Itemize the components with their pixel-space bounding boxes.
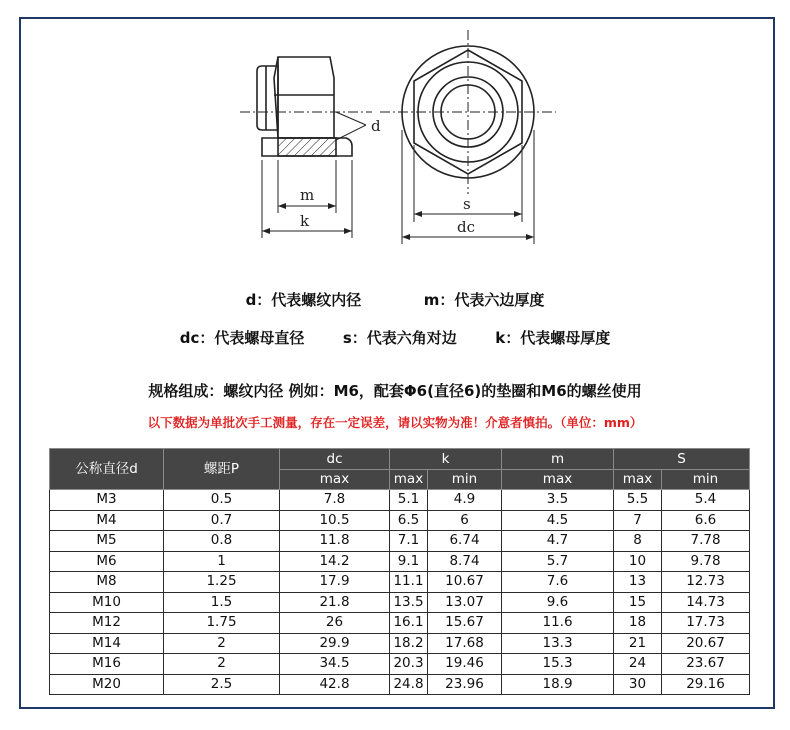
table-cell: 3.5 xyxy=(502,490,614,511)
header-pitch: 螺距P xyxy=(164,449,280,490)
legend-line-2 xyxy=(0,327,790,348)
subheader-k-max: max xyxy=(390,470,428,490)
table-cell: 11.6 xyxy=(502,613,614,634)
table-row xyxy=(50,654,750,675)
table-cell: 26 xyxy=(280,613,390,634)
table-cell: 10.5 xyxy=(280,510,390,531)
legend-k: k：代表螺母厚度 xyxy=(495,329,611,347)
header-m: m xyxy=(502,449,614,470)
table-cell: M3 xyxy=(50,490,164,511)
table-row xyxy=(50,510,750,531)
table-cell: 7.1 xyxy=(390,531,428,552)
table-cell: 6.5 xyxy=(390,510,428,531)
table-cell: 17.68 xyxy=(428,633,502,654)
table-cell: 14.2 xyxy=(280,551,390,572)
spec-table xyxy=(49,448,750,695)
table-cell: 15.67 xyxy=(428,613,502,634)
table-cell: 13.07 xyxy=(428,592,502,613)
table-cell: M6 xyxy=(50,551,164,572)
subheader-s-min: min xyxy=(662,470,750,490)
table-cell: 17.9 xyxy=(280,572,390,593)
table-cell: 5.5 xyxy=(614,490,662,511)
table-cell: M8 xyxy=(50,572,164,593)
table-cell: 8 xyxy=(614,531,662,552)
subheader-s-max: max xyxy=(614,470,662,490)
table-cell: 1.75 xyxy=(164,613,280,634)
table-cell: 18.2 xyxy=(390,633,428,654)
table-cell: 23.96 xyxy=(428,674,502,695)
table-cell: 0.5 xyxy=(164,490,280,511)
table-cell: 1 xyxy=(164,551,280,572)
table-row xyxy=(50,592,750,613)
table-cell: 5.7 xyxy=(502,551,614,572)
label-d: d xyxy=(371,117,381,135)
table-row xyxy=(50,551,750,572)
nut-side-view xyxy=(240,57,372,238)
table-cell: 29.16 xyxy=(662,674,750,695)
label-k: k xyxy=(300,212,310,230)
table-cell: M5 xyxy=(50,531,164,552)
header-nominal-diameter: 公称直径d xyxy=(50,449,164,490)
table-cell: 13.5 xyxy=(390,592,428,613)
table-cell: 5.1 xyxy=(390,490,428,511)
table-cell: 5.4 xyxy=(662,490,750,511)
table-cell: 0.7 xyxy=(164,510,280,531)
legend-line-1 xyxy=(0,289,790,310)
table-row xyxy=(50,490,750,511)
table-cell: 4.9 xyxy=(428,490,502,511)
table-cell: 1.25 xyxy=(164,572,280,593)
table-cell: 13 xyxy=(614,572,662,593)
table-cell: 7.78 xyxy=(662,531,750,552)
table-cell: 19.46 xyxy=(428,654,502,675)
legend-d: d：代表螺纹内径 xyxy=(245,291,362,309)
table-cell: 4.7 xyxy=(502,531,614,552)
table-cell: 10.67 xyxy=(428,572,502,593)
spec-composition-text: 规格组成：螺纹内径 例如：M6，配套Φ6(直径6)的垫圈和M6的螺丝使用 xyxy=(148,382,642,400)
table-cell: 8.74 xyxy=(428,551,502,572)
table-cell: 16.1 xyxy=(390,613,428,634)
table-row xyxy=(50,633,750,654)
table-cell: 6.6 xyxy=(662,510,750,531)
subheader-dc-max: max xyxy=(280,470,390,490)
table-cell: 14.73 xyxy=(662,592,750,613)
table-cell: 6 xyxy=(428,510,502,531)
table-cell: 18.9 xyxy=(502,674,614,695)
table-cell: 20.3 xyxy=(390,654,428,675)
table-cell: 15 xyxy=(614,592,662,613)
table-cell: 21 xyxy=(614,633,662,654)
table-cell: M4 xyxy=(50,510,164,531)
table-row xyxy=(50,674,750,695)
table-row xyxy=(50,531,750,552)
table-cell: M20 xyxy=(50,674,164,695)
subheader-k-min: min xyxy=(428,470,502,490)
table-cell: 10 xyxy=(614,551,662,572)
table-cell: 12.73 xyxy=(662,572,750,593)
table-cell: 7 xyxy=(614,510,662,531)
table-cell: M16 xyxy=(50,654,164,675)
table-cell: M10 xyxy=(50,592,164,613)
measurement-note: 以下数据为单批次手工测量，存在一定误差，请以实物为准！介意者慎拍。（单位：mm） xyxy=(147,415,643,430)
legend-dc: dc：代表螺母直径 xyxy=(179,329,305,347)
label-m: m xyxy=(300,186,315,204)
table-cell: 23.67 xyxy=(662,654,750,675)
table-cell: 2.5 xyxy=(164,674,280,695)
table-cell: 24.8 xyxy=(390,674,428,695)
table-cell: 34.5 xyxy=(280,654,390,675)
table-cell: M12 xyxy=(50,613,164,634)
table-cell: 30 xyxy=(614,674,662,695)
table-cell: 20.67 xyxy=(662,633,750,654)
table-cell: 4.5 xyxy=(502,510,614,531)
label-dc: dc xyxy=(457,218,476,236)
table-row xyxy=(50,572,750,593)
table-cell: 18 xyxy=(614,613,662,634)
table-cell: 9.6 xyxy=(502,592,614,613)
subheader-m-max: max xyxy=(502,470,614,490)
table-cell: 7.8 xyxy=(280,490,390,511)
table-cell: 11.1 xyxy=(390,572,428,593)
legend-m: m：代表六边厚度 xyxy=(423,291,545,309)
table-cell: 2 xyxy=(164,654,280,675)
table-cell: 21.8 xyxy=(280,592,390,613)
header-dc: dc xyxy=(280,449,390,470)
table-cell: 13.3 xyxy=(502,633,614,654)
table-cell: 11.8 xyxy=(280,531,390,552)
table-cell: 17.73 xyxy=(662,613,750,634)
table-cell: 29.9 xyxy=(280,633,390,654)
header-s: S xyxy=(614,449,750,470)
table-cell: 9.1 xyxy=(390,551,428,572)
table-cell: 1.5 xyxy=(164,592,280,613)
table-cell: 24 xyxy=(614,654,662,675)
table-row xyxy=(50,613,750,634)
table-cell: 9.78 xyxy=(662,551,750,572)
table-cell: 6.74 xyxy=(428,531,502,552)
table-cell: 15.3 xyxy=(502,654,614,675)
table-cell: 0.8 xyxy=(164,531,280,552)
table-cell: 7.6 xyxy=(502,572,614,593)
label-s: s xyxy=(463,195,471,213)
table-cell: 42.8 xyxy=(280,674,390,695)
nut-technical-drawing xyxy=(0,0,790,270)
table-cell: M14 xyxy=(50,633,164,654)
legend-s: s：代表六角对边 xyxy=(342,329,457,347)
header-k: k xyxy=(390,449,502,470)
table-cell: 2 xyxy=(164,633,280,654)
